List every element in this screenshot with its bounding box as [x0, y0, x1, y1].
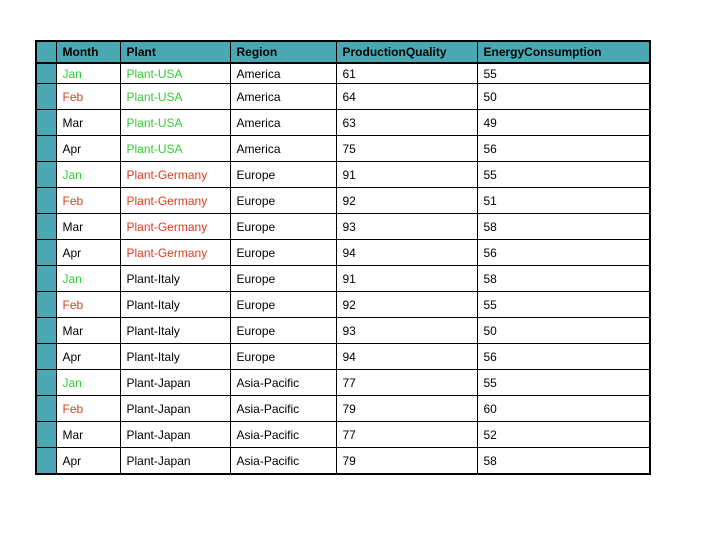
- cell-production-quality[interactable]: 91: [336, 162, 477, 188]
- row-header-cell[interactable]: [36, 318, 56, 344]
- data-table: [35, 40, 651, 475]
- cell-month[interactable]: Mar: [56, 214, 120, 240]
- cell-production-quality[interactable]: 63: [336, 110, 477, 136]
- cell-month[interactable]: Jan: [56, 162, 120, 188]
- column-header-region[interactable]: Region: [230, 41, 336, 63]
- table-row[interactable]: [36, 318, 650, 344]
- row-header-cell[interactable]: [36, 396, 56, 422]
- cell-production-quality[interactable]: 92: [336, 292, 477, 318]
- corner-cell[interactable]: [36, 41, 56, 63]
- cell-production-quality[interactable]: 94: [336, 240, 477, 266]
- row-header-cell[interactable]: [36, 63, 56, 84]
- cell-region[interactable]: Europe: [230, 292, 336, 318]
- row-header-cell[interactable]: [36, 110, 56, 136]
- cell-month[interactable]: Jan: [56, 370, 120, 396]
- table-row[interactable]: [36, 240, 650, 266]
- cell-production-quality[interactable]: 93: [336, 318, 477, 344]
- cell-energy-consumption[interactable]: 55: [477, 292, 650, 318]
- table-row[interactable]: [36, 370, 650, 396]
- cell-production-quality[interactable]: 79: [336, 448, 477, 475]
- row-header-cell[interactable]: [36, 214, 56, 240]
- table-row[interactable]: [36, 84, 650, 110]
- cell-energy-consumption[interactable]: 49: [477, 110, 650, 136]
- table-row[interactable]: [36, 136, 650, 162]
- cell-month[interactable]: Apr: [56, 136, 120, 162]
- cell-month[interactable]: Jan: [56, 266, 120, 292]
- row-header-cell[interactable]: [36, 370, 56, 396]
- table-row[interactable]: [36, 292, 650, 318]
- cell-energy-consumption[interactable]: 50: [477, 84, 650, 110]
- cell-energy-consumption[interactable]: 58: [477, 266, 650, 292]
- column-header-month[interactable]: Month: [56, 41, 120, 63]
- column-header-production-quality[interactable]: ProductionQuality: [336, 41, 477, 63]
- table-row[interactable]: [36, 448, 650, 475]
- cell-region[interactable]: America: [230, 63, 336, 84]
- row-header-cell[interactable]: [36, 162, 56, 188]
- row-header-cell[interactable]: [36, 266, 56, 292]
- cell-production-quality[interactable]: 92: [336, 188, 477, 214]
- cell-production-quality[interactable]: 94: [336, 344, 477, 370]
- table-row[interactable]: [36, 162, 650, 188]
- cell-region[interactable]: Asia-Pacific: [230, 448, 336, 475]
- row-header-cell[interactable]: [36, 292, 56, 318]
- table-row[interactable]: [36, 344, 650, 370]
- row-header-cell[interactable]: [36, 240, 56, 266]
- row-header-cell[interactable]: [36, 84, 56, 110]
- cell-energy-consumption[interactable]: 52: [477, 422, 650, 448]
- cell-region[interactable]: Europe: [230, 162, 336, 188]
- cell-energy-consumption[interactable]: 58: [477, 448, 650, 475]
- row-header-cell[interactable]: [36, 344, 56, 370]
- cell-production-quality[interactable]: 64: [336, 84, 477, 110]
- cell-energy-consumption[interactable]: 56: [477, 344, 650, 370]
- cell-region[interactable]: Asia-Pacific: [230, 396, 336, 422]
- cell-month[interactable]: Apr: [56, 240, 120, 266]
- cell-production-quality[interactable]: 91: [336, 266, 477, 292]
- cell-month[interactable]: Mar: [56, 422, 120, 448]
- cell-production-quality[interactable]: 61: [336, 63, 477, 84]
- cell-plant[interactable]: Plant-Germany: [120, 162, 230, 188]
- cell-region[interactable]: Europe: [230, 318, 336, 344]
- cell-energy-consumption[interactable]: 60: [477, 396, 650, 422]
- cell-energy-consumption[interactable]: 55: [477, 370, 650, 396]
- table-row[interactable]: [36, 110, 650, 136]
- cell-region[interactable]: Europe: [230, 214, 336, 240]
- cell-month[interactable]: Jan: [56, 63, 120, 84]
- cell-production-quality[interactable]: 77: [336, 422, 477, 448]
- cell-energy-consumption[interactable]: 58: [477, 214, 650, 240]
- table-row[interactable]: [36, 266, 650, 292]
- cell-region[interactable]: America: [230, 84, 336, 110]
- row-header-cell[interactable]: [36, 188, 56, 214]
- row-header-cell[interactable]: [36, 422, 56, 448]
- cell-plant[interactable]: Plant-Italy: [120, 344, 230, 370]
- table-row[interactable]: [36, 188, 650, 214]
- cell-plant[interactable]: Plant-Japan: [120, 448, 230, 475]
- cell-region[interactable]: Asia-Pacific: [230, 370, 336, 396]
- table-row[interactable]: [36, 396, 650, 422]
- cell-energy-consumption[interactable]: 50: [477, 318, 650, 344]
- cell-plant[interactable]: Plant-Japan: [120, 396, 230, 422]
- cell-region[interactable]: Europe: [230, 266, 336, 292]
- cell-plant[interactable]: Plant-USA: [120, 110, 230, 136]
- cell-plant[interactable]: Plant-Italy: [120, 318, 230, 344]
- table-row[interactable]: [36, 63, 650, 84]
- cell-production-quality[interactable]: 77: [336, 370, 477, 396]
- cell-month[interactable]: Feb: [56, 188, 120, 214]
- cell-production-quality[interactable]: 75: [336, 136, 477, 162]
- row-header-cell[interactable]: [36, 136, 56, 162]
- cell-region[interactable]: Europe: [230, 188, 336, 214]
- column-header-plant[interactable]: Plant: [120, 41, 230, 63]
- cell-plant[interactable]: Plant-Germany: [120, 188, 230, 214]
- cell-plant[interactable]: Plant-USA: [120, 63, 230, 84]
- cell-energy-consumption[interactable]: 56: [477, 240, 650, 266]
- table-row[interactable]: [36, 214, 650, 240]
- cell-plant[interactable]: Plant-USA: [120, 84, 230, 110]
- table-row[interactable]: [36, 422, 650, 448]
- cell-energy-consumption[interactable]: 55: [477, 63, 650, 84]
- cell-energy-consumption[interactable]: 51: [477, 188, 650, 214]
- cell-region[interactable]: Europe: [230, 344, 336, 370]
- cell-production-quality[interactable]: 79: [336, 396, 477, 422]
- row-header-cell[interactable]: [36, 448, 56, 475]
- cell-month[interactable]: Mar: [56, 110, 120, 136]
- column-header-energy-consumption[interactable]: EnergyConsumption: [477, 41, 650, 63]
- cell-region[interactable]: America: [230, 110, 336, 136]
- table-header: [36, 41, 650, 63]
- cell-region[interactable]: Europe: [230, 240, 336, 266]
- cell-production-quality[interactable]: 93: [336, 214, 477, 240]
- cell-energy-consumption[interactable]: 55: [477, 162, 650, 188]
- cell-month[interactable]: Apr: [56, 448, 120, 475]
- cell-plant[interactable]: Plant-Germany: [120, 214, 230, 240]
- cell-plant[interactable]: Plant-Italy: [120, 266, 230, 292]
- cell-month[interactable]: Feb: [56, 396, 120, 422]
- cell-month[interactable]: Feb: [56, 84, 120, 110]
- table-body: [36, 63, 650, 474]
- cell-region[interactable]: America: [230, 136, 336, 162]
- cell-plant[interactable]: Plant-Germany: [120, 240, 230, 266]
- header-row: [36, 41, 650, 63]
- cell-plant[interactable]: Plant-Japan: [120, 370, 230, 396]
- cell-energy-consumption[interactable]: 56: [477, 136, 650, 162]
- cell-month[interactable]: Apr: [56, 344, 120, 370]
- cell-region[interactable]: Asia-Pacific: [230, 422, 336, 448]
- cell-month[interactable]: Feb: [56, 292, 120, 318]
- cell-month[interactable]: Mar: [56, 318, 120, 344]
- cell-plant[interactable]: Plant-Japan: [120, 422, 230, 448]
- cell-plant[interactable]: Plant-USA: [120, 136, 230, 162]
- cell-plant[interactable]: Plant-Italy: [120, 292, 230, 318]
